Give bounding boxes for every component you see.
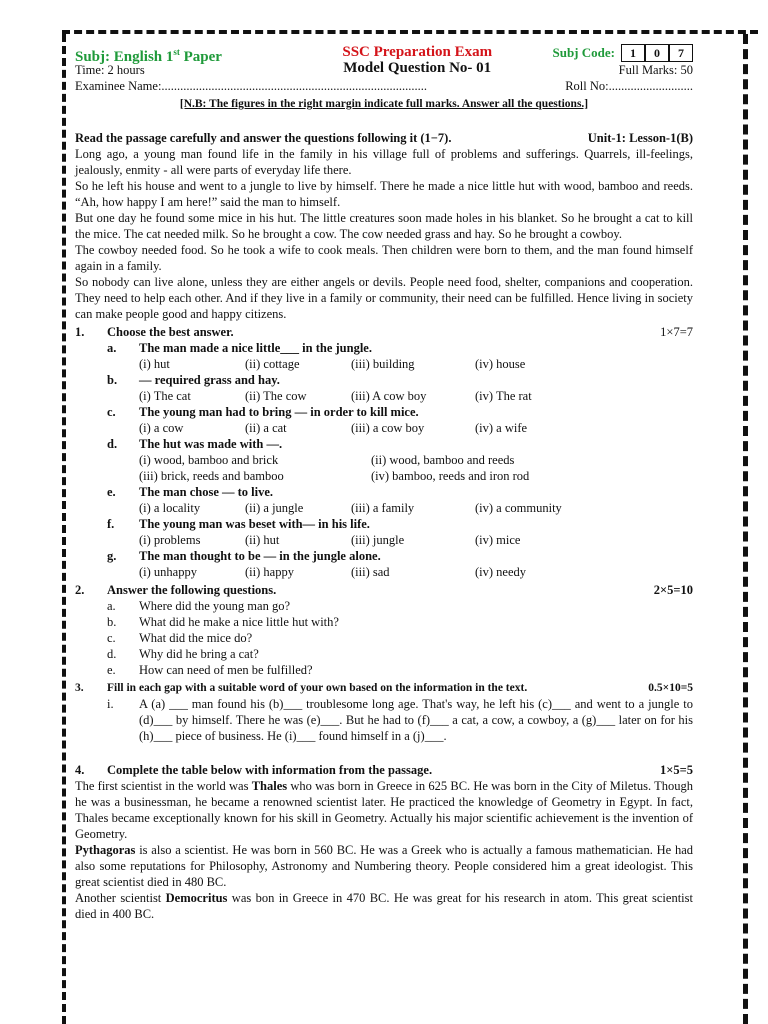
mcq-question (75, 548, 693, 564)
short-question (75, 646, 693, 662)
question-text: What did he make a nice little hut with? (139, 615, 339, 629)
mcq-option: (ii) a cat (245, 421, 287, 435)
mcq-option: (iii) brick, reeds and bamboo (139, 469, 284, 483)
examinee-name: Examinee Name:..................................................................................... (75, 79, 428, 93)
mcq-letter: c. (107, 405, 116, 419)
mcq-text: The young man was beset with— in his life. (139, 517, 370, 531)
passage-paragraph: But one day he found some mice in his hut. The little creatures soon made holes in his blanket. So he brought a cat to kill the mice. The cat needed milk. So he brought a cow. The cow needed grass and hay. So he brought a cowboy. (75, 211, 693, 241)
mcq-option: (ii) happy (245, 565, 294, 579)
nb-note: [N.B: The figures in the right margin indicate full marks. Answer all the questions.] (179, 98, 589, 110)
question-letter: e. (107, 663, 116, 677)
mcq-letter: a. (107, 341, 117, 355)
model-number: Model Question No- 01 (343, 60, 492, 76)
mcq-letter: e. (107, 485, 116, 499)
code-label: Subj Code: (552, 45, 615, 60)
text: was bon in Greece in 470 BC. He was great for his research in atom. This great scientist died in 400 BC. (75, 891, 693, 921)
question-paper (75, 44, 693, 922)
mcq-question (75, 372, 693, 388)
mcq-question (75, 404, 693, 420)
mcq-question (75, 516, 693, 532)
mcq-question (75, 484, 693, 500)
subject-paper: Paper (179, 49, 222, 65)
mcq-option: (ii) a jungle (245, 501, 304, 515)
text: The first scientist in the world was (75, 779, 252, 793)
mcq-option: (i) a cow (139, 421, 184, 435)
mcq-option: (ii) cottage (245, 357, 300, 371)
passage-paragraph: So nobody can live alone, unless they are either angels or devils. People need food, shelter, companions and cooperation. They need to help each other. And if they live in a family or community, their need can be fulfilled. Hence living in society can make people good and happy citizens. (75, 275, 693, 321)
subject-text: Subj: English 1 (75, 49, 174, 65)
mcq-question (75, 340, 693, 356)
q-title: Answer the following questions. (107, 583, 277, 597)
q-title: Complete the table below with information from the passage. (107, 763, 433, 777)
mcq-option: (iv) a community (475, 501, 562, 515)
short-question (75, 630, 693, 646)
mcq-options (75, 468, 693, 484)
fill-label: i. (107, 697, 114, 711)
mcq-options (75, 452, 693, 468)
mcq-option: (iv) The rat (475, 389, 532, 403)
code-digit: 7 (669, 44, 693, 62)
question-1-items (75, 340, 693, 580)
mcq-letter: d. (107, 437, 118, 451)
mcq-option: (i) a locality (139, 501, 201, 515)
mcq-option: (iv) a wife (475, 421, 528, 435)
q-number: 1. (75, 325, 85, 339)
passage-paragraph: The cowboy needed food. So he took a wife to cook meals. Then children were born to them, and the man found himself again in a family. (75, 243, 693, 273)
q-number: 2. (75, 583, 85, 597)
mcq-option: (i) hut (139, 357, 170, 371)
question-1-header (75, 324, 693, 340)
question-text: How can need of men be fulfilled? (139, 663, 313, 677)
question-4-header (75, 762, 693, 778)
passage-paragraph (75, 842, 693, 890)
q-number: 4. (75, 763, 85, 777)
text: who was born in Greece in 625 BC. He was born in the City of Miletus. Though he was a businessman, he became a renowned scientist later. He practiced the knowledge of Geometry in Egypt. In fact, Thales became exceptionally known for his skill in Geometry. Actually his major scientific achievement is the invention of Geometry. (75, 779, 693, 841)
mcq-option: (iv) bamboo, reeds and iron rod (371, 469, 530, 483)
mcq-option: (iv) needy (475, 565, 527, 579)
mcq-option: (ii) wood, bamboo and reeds (371, 453, 515, 467)
instruction-text: Read the passage carefully and answer the questions following it (1−7). (75, 131, 452, 145)
roll-no: Roll No:........................... (565, 79, 693, 93)
text: Another scientist (75, 891, 166, 905)
question-3-header (75, 680, 693, 696)
fill-in-gap (75, 696, 693, 744)
mcq-text: The hut was made with —. (139, 437, 283, 451)
question-text: Where did the young man go? (139, 599, 290, 613)
mcq-options (75, 500, 693, 516)
mcq-option: (iv) mice (475, 533, 521, 547)
mcq-option: (iii) a family (351, 501, 415, 515)
q-marks: 1×5=5 (660, 763, 693, 777)
mcq-text: The man thought to be — in the jungle alone. (139, 549, 381, 563)
mcq-option: (ii) The cow (245, 389, 307, 403)
question-letter: c. (107, 631, 116, 645)
unit-label: Unit-1: Lesson-1(B) (587, 131, 693, 145)
mcq-options (75, 420, 693, 436)
mcq-letter: g. (107, 549, 117, 563)
mcq-text: — required grass and hay. (139, 373, 280, 387)
question-text: What did the mice do? (139, 631, 253, 645)
subject-sup: st (173, 47, 180, 57)
code-digit: 1 (621, 44, 645, 62)
full-marks: Full Marks: 50 (618, 63, 693, 77)
mcq-options (75, 532, 693, 548)
passage-paragraph: So he left his house and went to a jungle to live by himself. There he made a nice little hut with wood, bamboo and reeds. “Ah, how happy I am here!” said the man to himself. (75, 179, 693, 209)
mcq-option: (i) problems (139, 533, 201, 547)
border-left (62, 34, 72, 1024)
mcq-option: (iii) A cow boy (351, 389, 427, 403)
mcq-options (75, 564, 693, 580)
border-top (62, 30, 758, 42)
question-letter: b. (107, 615, 117, 629)
mcq-text: The man made a nice little___ in the jungle. (139, 341, 372, 355)
question-2-header (75, 582, 693, 598)
short-question (75, 598, 693, 614)
mcq-option: (iii) jungle (351, 533, 405, 547)
scientist-name: Democritus (165, 891, 228, 905)
passage-paragraph (75, 778, 693, 842)
border-right (737, 34, 748, 1024)
fill-text: A (a) ___ man found his (b)___ troublesome long age. That's way, he left his (c)___ and went to a jungle to (d)___ by himself. There he was (e)___. But he had to (f)___ a cat, a cow, a cowboy, a (g)___ later on for his (h)___ piece of business. He (i)___ found himself in a (j)___. (139, 697, 693, 743)
mcq-letter: b. (107, 373, 118, 387)
time: Time: 2 hours (75, 63, 145, 77)
mcq-option: (iv) house (475, 357, 526, 371)
question-text: Why did he bring a cat? (139, 647, 259, 661)
code-digit: 0 (645, 44, 669, 62)
question-letter: d. (107, 647, 117, 661)
mcq-option: (iii) building (351, 357, 415, 371)
mcq-letter: f. (107, 517, 115, 531)
mcq-text: The man chose — to live. (139, 485, 274, 499)
q-number: 3. (75, 682, 84, 694)
header-row-3 (75, 78, 693, 94)
q-title: Fill in each gap with a suitable word of your own based on the information in the text. (107, 682, 528, 694)
mcq-options (75, 356, 693, 372)
scientist-name: Thales (251, 779, 288, 793)
passage-paragraph (75, 890, 693, 922)
subject-code (552, 44, 693, 62)
question-2-items (75, 598, 693, 678)
mcq-option: (iii) a cow boy (351, 421, 425, 435)
mcq-option: (ii) hut (245, 533, 280, 547)
exam-title: SSC Preparation Exam (342, 44, 493, 60)
mcq-option: (i) unhappy (139, 565, 197, 579)
mcq-options (75, 388, 693, 404)
passage-instruction (75, 130, 693, 146)
mcq-question (75, 436, 693, 452)
mcq-option: (i) The cat (139, 389, 191, 403)
mcq-option: (iii) sad (351, 565, 390, 579)
question-letter: a. (107, 599, 116, 613)
text: is also a scientist. He was born in 560 BC. He was a Greek who is actually a famous mathematician. He had also some reputations for Philosophy, Astronomy and Numbering theory. People considered him a great ideologist. This great scientist died in 480 BC. (75, 843, 693, 889)
passage-paragraph: Long ago, a young man found life in the family in his village full of problems and sufferings. Quarrels, ill-feelings, jealously, enmity - all were parts of everyday life there. (75, 147, 693, 177)
mcq-option: (i) wood, bamboo and brick (139, 453, 279, 467)
q-marks: 1×7=7 (660, 325, 693, 339)
q-marks: 0.5×10=5 (648, 682, 693, 694)
short-question (75, 662, 693, 678)
short-question (75, 614, 693, 630)
q-marks: 2×5=10 (653, 583, 693, 597)
scientist-name: Pythagoras (75, 843, 136, 857)
mcq-text: The young man had to bring — in order to kill mice. (139, 405, 419, 419)
q-title: Choose the best answer. (107, 325, 234, 339)
